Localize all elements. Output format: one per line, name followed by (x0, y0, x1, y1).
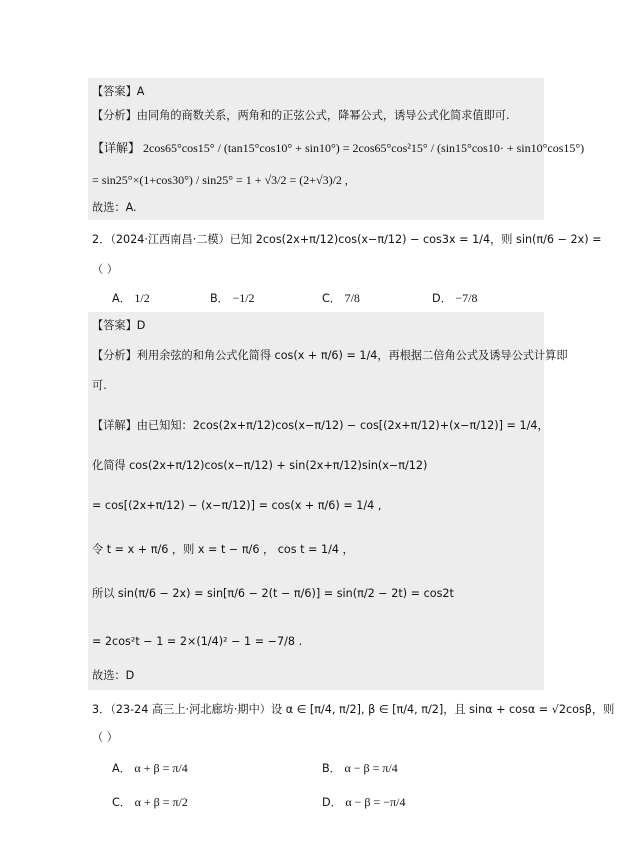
q2-answer: 【答案】D (92, 319, 146, 332)
option-value: α + β = π/2 (134, 795, 188, 809)
q1-answer: 【答案】A (92, 85, 145, 98)
q2-detail-line-5: 所以 sin(π/6 − 2x) = sin[π/6 − 2(t − π/6)] = sin(π/2 − 2t) = cos2t (92, 587, 454, 600)
option-label: B． (210, 292, 229, 305)
option-value: −1/2 (232, 291, 255, 305)
q1-detail-line-2: = sin25°×(1+cos30°) / sin25° = 1 + √3/2 = (2+√3)/2 , (92, 173, 348, 187)
option-value: 7/8 (344, 291, 360, 305)
q2-detail-line-3: = cos[(2x+π/12) − (x−π/12)] = cos(x + π/6) = 1/4 , (92, 499, 382, 512)
q2-detail-line-2: 化简得 cos(2x+π/12)cos(x−π/12) + sin(2x+π/12)sin(x−π/12) (92, 459, 428, 472)
q3-option-b (322, 760, 398, 777)
q2-analysis-line-1: 【分析】利用余弦的和角公式化简得 cos(x + π/6) = 1/4，再根据二倍角公式及诱导公式计算即 (92, 349, 568, 362)
q2-detail-line-4: 令 t = x + π/6 ，则 x = t − π/6 ， cos t = 1/4 ， (92, 543, 354, 556)
q2-blank: （ ） (92, 263, 118, 276)
q2-option-b (210, 290, 255, 307)
q3-option-d (322, 794, 405, 811)
option-value: α − β = π/4 (344, 761, 398, 775)
q2-detail-line-6: = 2cos²t − 1 = 2×(1/4)² − 1 = −7/8 . (92, 635, 303, 648)
option-value: α − β = −π/4 (345, 795, 406, 809)
q2-analysis-line-2: 可. (92, 379, 107, 392)
q2-stem: 2．（2024·江西南昌·二模）已知 2cos(2x+π/12)cos(x−π/12) − cos3x = 1/4，则 sin(π/6 − 2x) = (92, 233, 602, 246)
option-value: −7/8 (455, 291, 478, 305)
q2-option-d (432, 290, 477, 307)
q1-detail-line-1: 【详解】 2cos65°cos15° / (tan15°cos10° + sin10°) = 2cos65°cos²15° / (sin15°cos10· + sin10°cos15°) (92, 141, 585, 155)
q2-option-c (322, 290, 360, 307)
q1-choice: 故选：A. (92, 201, 137, 214)
option-label: D． (322, 796, 342, 809)
option-value: α + β = π/4 (134, 761, 188, 775)
q3-option-c (112, 794, 188, 811)
option-value: 1/2 (134, 291, 150, 305)
q3-option-a (112, 760, 188, 777)
option-label: C． (112, 796, 131, 809)
q2-detail-line-1: 【详解】由已知知：2cos(2x+π/12)cos(x−π/12) − cos[(2x+π/12)+(x−π/12)] = 1/4， (92, 419, 549, 432)
option-label: D． (432, 292, 452, 305)
option-label: A． (112, 292, 131, 305)
q1-analysis: 【分析】由同角的商数关系，两角和的正弦公式，降幂公式，诱导公式化简求值即可. (92, 109, 510, 122)
option-label: B． (322, 762, 341, 775)
option-label: A． (112, 762, 131, 775)
q3-stem: 3．（23-24 高三上·河北廊坊·期中）设 α ∈ [π/4, π/2], β ∈ [π/4, π/2]，且 sinα + cosα = √2cosβ，则 (92, 703, 615, 716)
q3-blank: （ ） (92, 731, 118, 744)
option-label: C． (322, 292, 341, 305)
q2-option-a (112, 290, 150, 307)
q2-choice: 故选：D (92, 669, 135, 682)
